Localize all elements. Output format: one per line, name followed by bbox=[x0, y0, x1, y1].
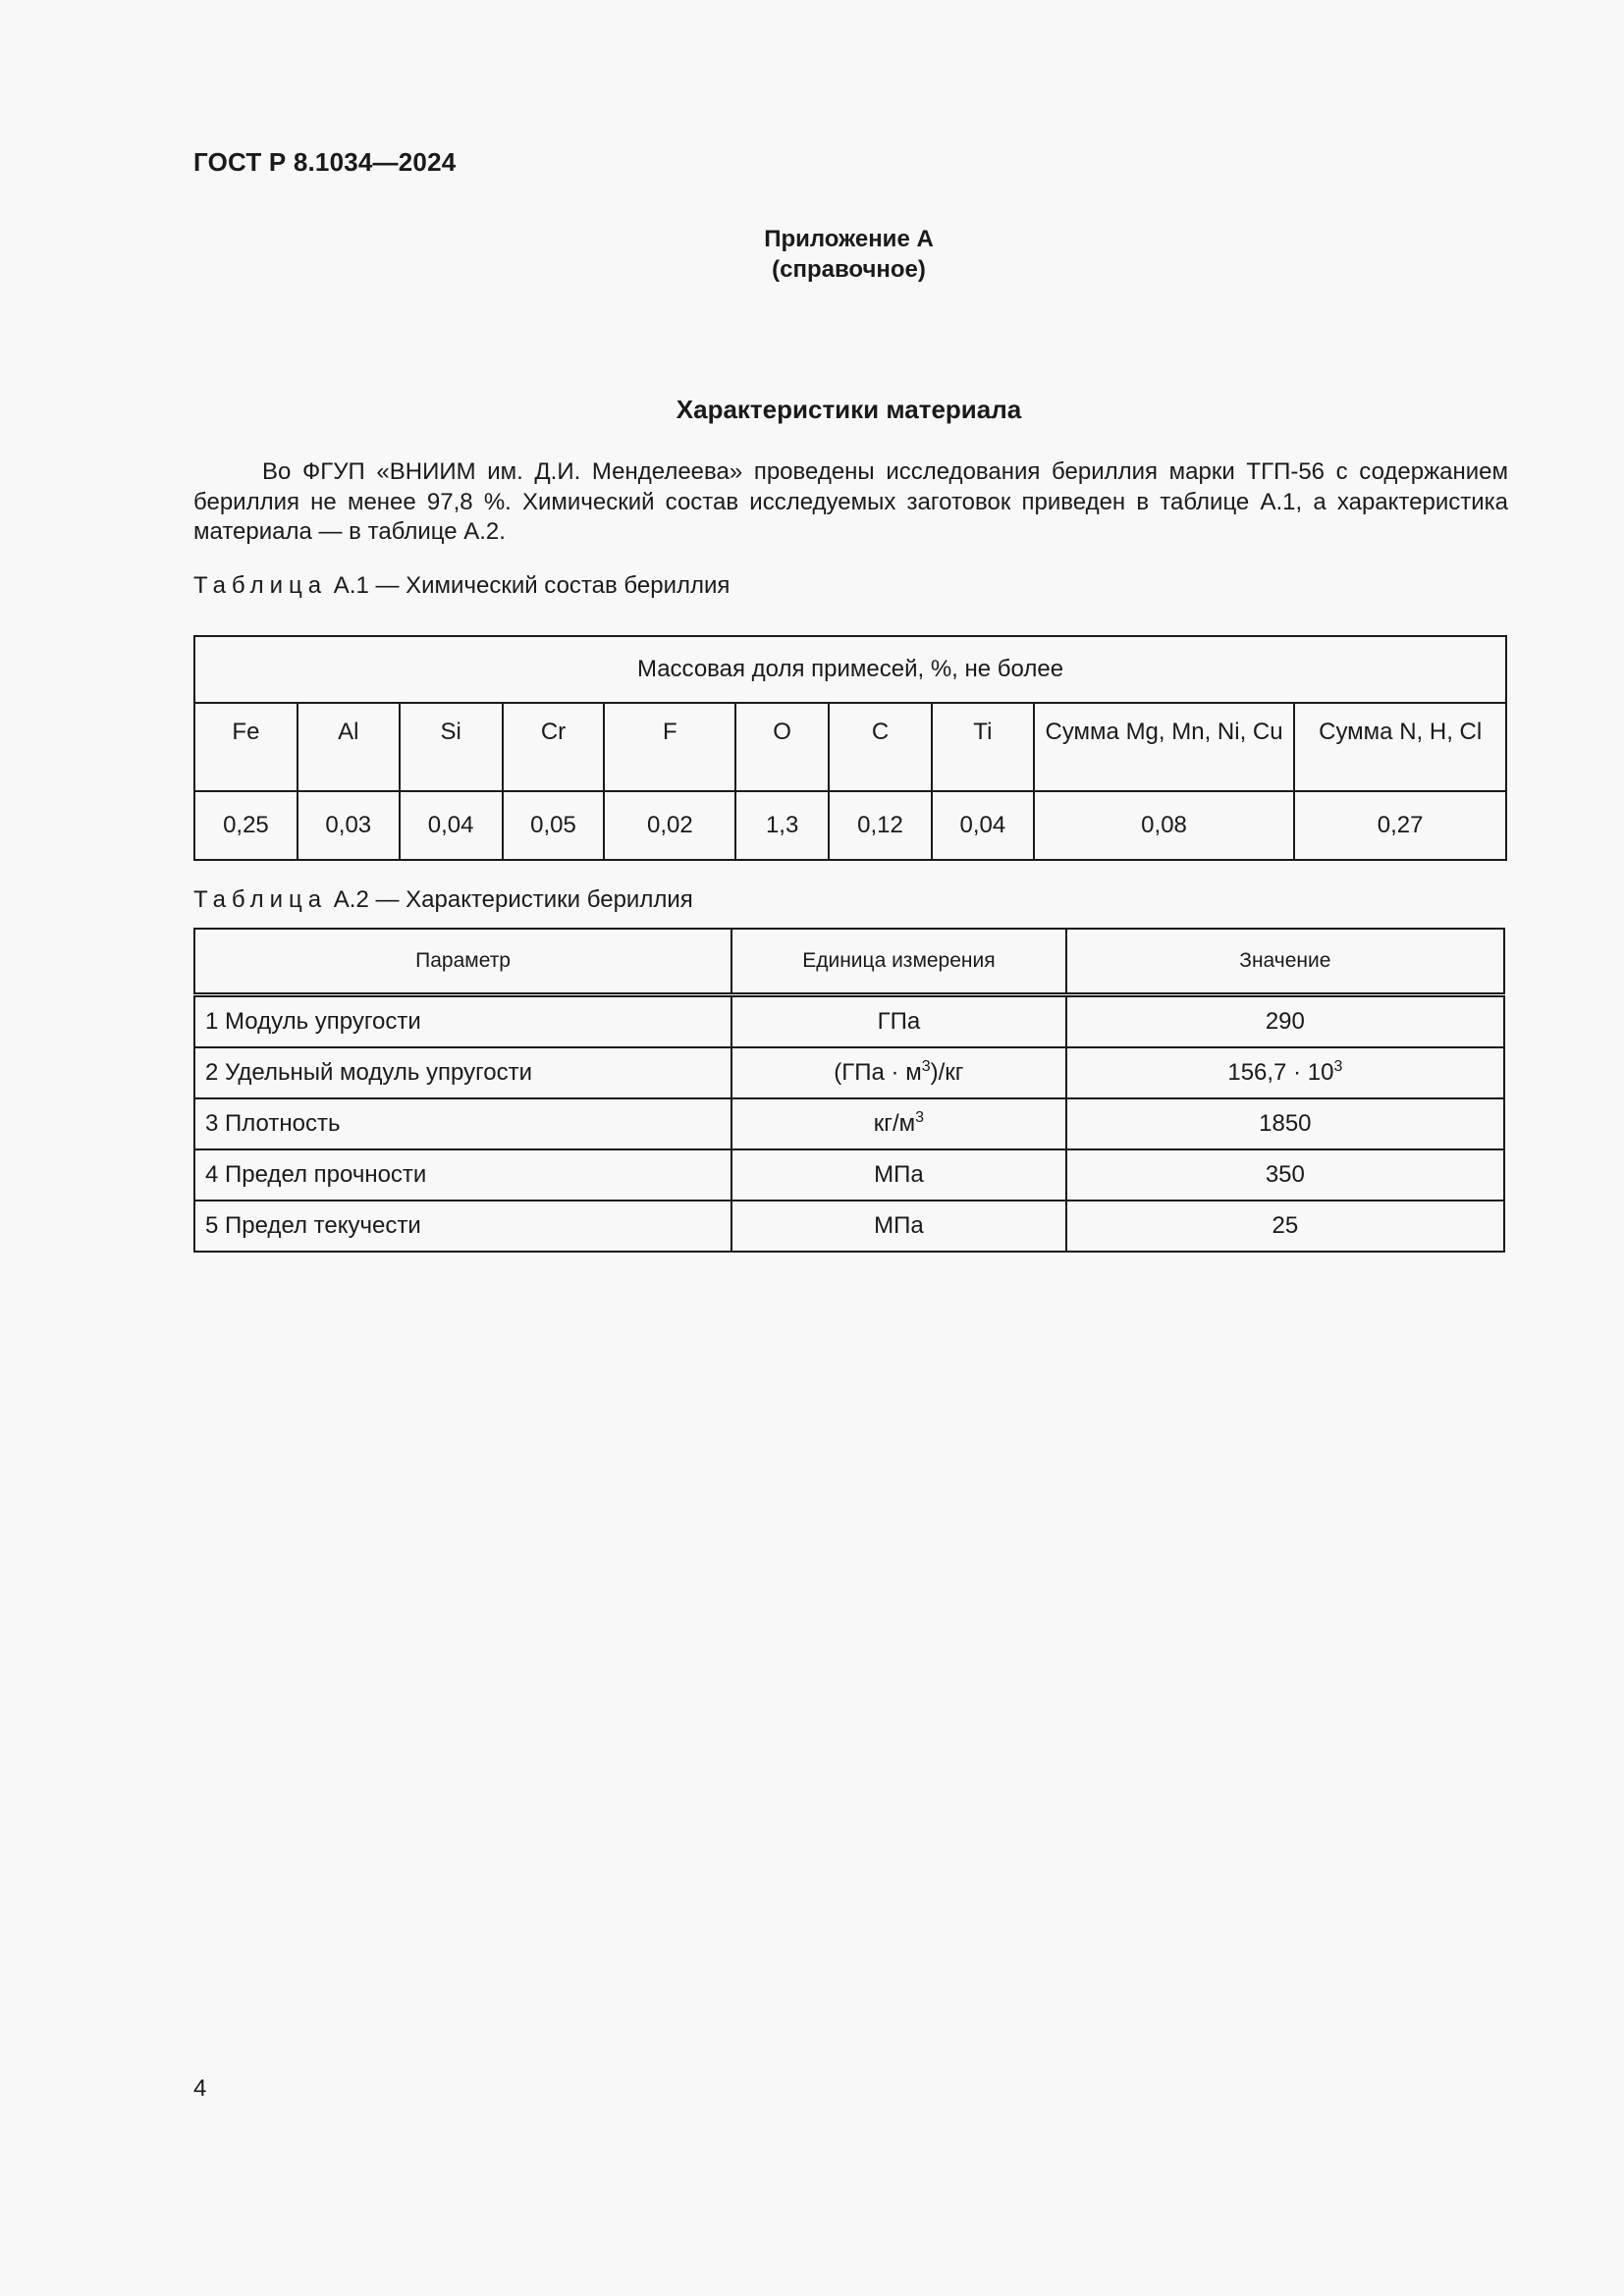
element-header-cell: Сумма N, H, Cl bbox=[1294, 703, 1506, 791]
element-header-cell: Al bbox=[298, 703, 400, 791]
unit-main: МПа bbox=[874, 1161, 924, 1188]
parameter-cell: 5 Предел текучести bbox=[194, 1201, 731, 1252]
value-cell: 0,04 bbox=[932, 791, 1034, 860]
unit-cell bbox=[731, 1098, 1066, 1149]
value-main: 290 bbox=[1265, 1008, 1305, 1035]
element-header-cell: Сумма Mg, Mn, Ni, Cu bbox=[1034, 703, 1295, 791]
element-header-cell: Si bbox=[400, 703, 503, 791]
unit-cell bbox=[731, 1047, 1066, 1098]
value-main: 350 bbox=[1265, 1161, 1305, 1188]
table-row bbox=[194, 1047, 1504, 1098]
element-header-cell: C bbox=[829, 703, 932, 791]
table1-header: Массовая доля примесей, %, не более bbox=[194, 636, 1506, 703]
value-cell: 0,25 bbox=[194, 791, 298, 860]
value-cell: 0,03 bbox=[298, 791, 400, 860]
appendix-subtitle: (справочное) bbox=[772, 256, 926, 283]
unit-main: МПа bbox=[874, 1212, 924, 1239]
unit-superscript: 3 bbox=[921, 1058, 931, 1075]
value-cell: 0,08 bbox=[1034, 791, 1295, 860]
value-cell: 0,27 bbox=[1294, 791, 1506, 860]
parameter-cell: 1 Модуль упругости bbox=[194, 995, 731, 1048]
value-cell: 0,05 bbox=[503, 791, 605, 860]
parameter-cell: 4 Предел прочности bbox=[194, 1149, 731, 1201]
value-cell bbox=[1066, 995, 1504, 1048]
value-cell: 1,3 bbox=[735, 791, 829, 860]
unit-superscript: 3 bbox=[915, 1109, 925, 1126]
unit-tail: )/кг bbox=[930, 1059, 964, 1086]
properties-table bbox=[193, 928, 1505, 1253]
value-cell: 0,02 bbox=[604, 791, 735, 860]
parameter-cell: 2 Удельный модуль упругости bbox=[194, 1047, 731, 1098]
table1-caption-text: А.1 — Химический состав бериллия bbox=[333, 572, 731, 599]
element-header-cell: Ti bbox=[932, 703, 1034, 791]
table-row bbox=[194, 1098, 1504, 1149]
value-cell bbox=[1066, 1047, 1504, 1098]
value-superscript: 3 bbox=[1333, 1058, 1343, 1075]
intro-paragraph: Во ФГУП «ВНИИМ им. Д.И. Менделеева» проведены исследования бериллия марки ТГП-56 с содержанием бериллия не менее 97,8 %. Химический состав исследуемых заготовок приведен в таблице А.1, а характеристика материала — в таблице А.2. bbox=[193, 458, 1508, 545]
document-code: ГОСТ Р 8.1034—2024 bbox=[193, 147, 457, 177]
table2-caption bbox=[193, 886, 693, 914]
unit-cell bbox=[731, 1149, 1066, 1201]
section-title: Характеристики материала bbox=[676, 395, 1022, 424]
unit-cell bbox=[731, 1201, 1066, 1252]
element-header-cell: F bbox=[604, 703, 735, 791]
column-header-unit: Единица измерения bbox=[731, 929, 1066, 995]
value-main: 1850 bbox=[1259, 1110, 1312, 1137]
value-cell bbox=[1066, 1201, 1504, 1252]
table-row bbox=[194, 995, 1504, 1048]
appendix-title: Приложение А bbox=[764, 226, 934, 252]
page-number: 4 bbox=[193, 2075, 207, 2102]
value-cell bbox=[1066, 1098, 1504, 1149]
unit-main: (ГПа · м bbox=[834, 1059, 922, 1086]
value-main: 156,7 · 10 bbox=[1227, 1059, 1334, 1086]
unit-cell bbox=[731, 995, 1066, 1048]
element-header-cell: Fe bbox=[194, 703, 298, 791]
table2-caption-prefix: Таблица bbox=[193, 886, 328, 913]
column-header-value: Значение bbox=[1066, 929, 1504, 995]
element-header-cell: O bbox=[735, 703, 829, 791]
element-header-cell: Cr bbox=[503, 703, 605, 791]
chemical-composition-table bbox=[193, 635, 1507, 861]
unit-main: ГПа bbox=[877, 1008, 921, 1035]
column-header-parameter: Параметр bbox=[194, 929, 731, 995]
value-cell: 0,12 bbox=[829, 791, 932, 860]
unit-main: кг/м bbox=[873, 1110, 916, 1137]
table1-caption-prefix: Таблица bbox=[193, 572, 328, 599]
table1-caption bbox=[193, 572, 730, 600]
value-cell: 0,04 bbox=[400, 791, 503, 860]
parameter-cell: 3 Плотность bbox=[194, 1098, 731, 1149]
table2-caption-text: А.2 — Характеристики бериллия bbox=[333, 886, 693, 913]
table-row bbox=[194, 1201, 1504, 1252]
value-main: 25 bbox=[1272, 1212, 1299, 1239]
appendix-heading bbox=[0, 224, 1624, 285]
table-row bbox=[194, 1149, 1504, 1201]
value-cell bbox=[1066, 1149, 1504, 1201]
